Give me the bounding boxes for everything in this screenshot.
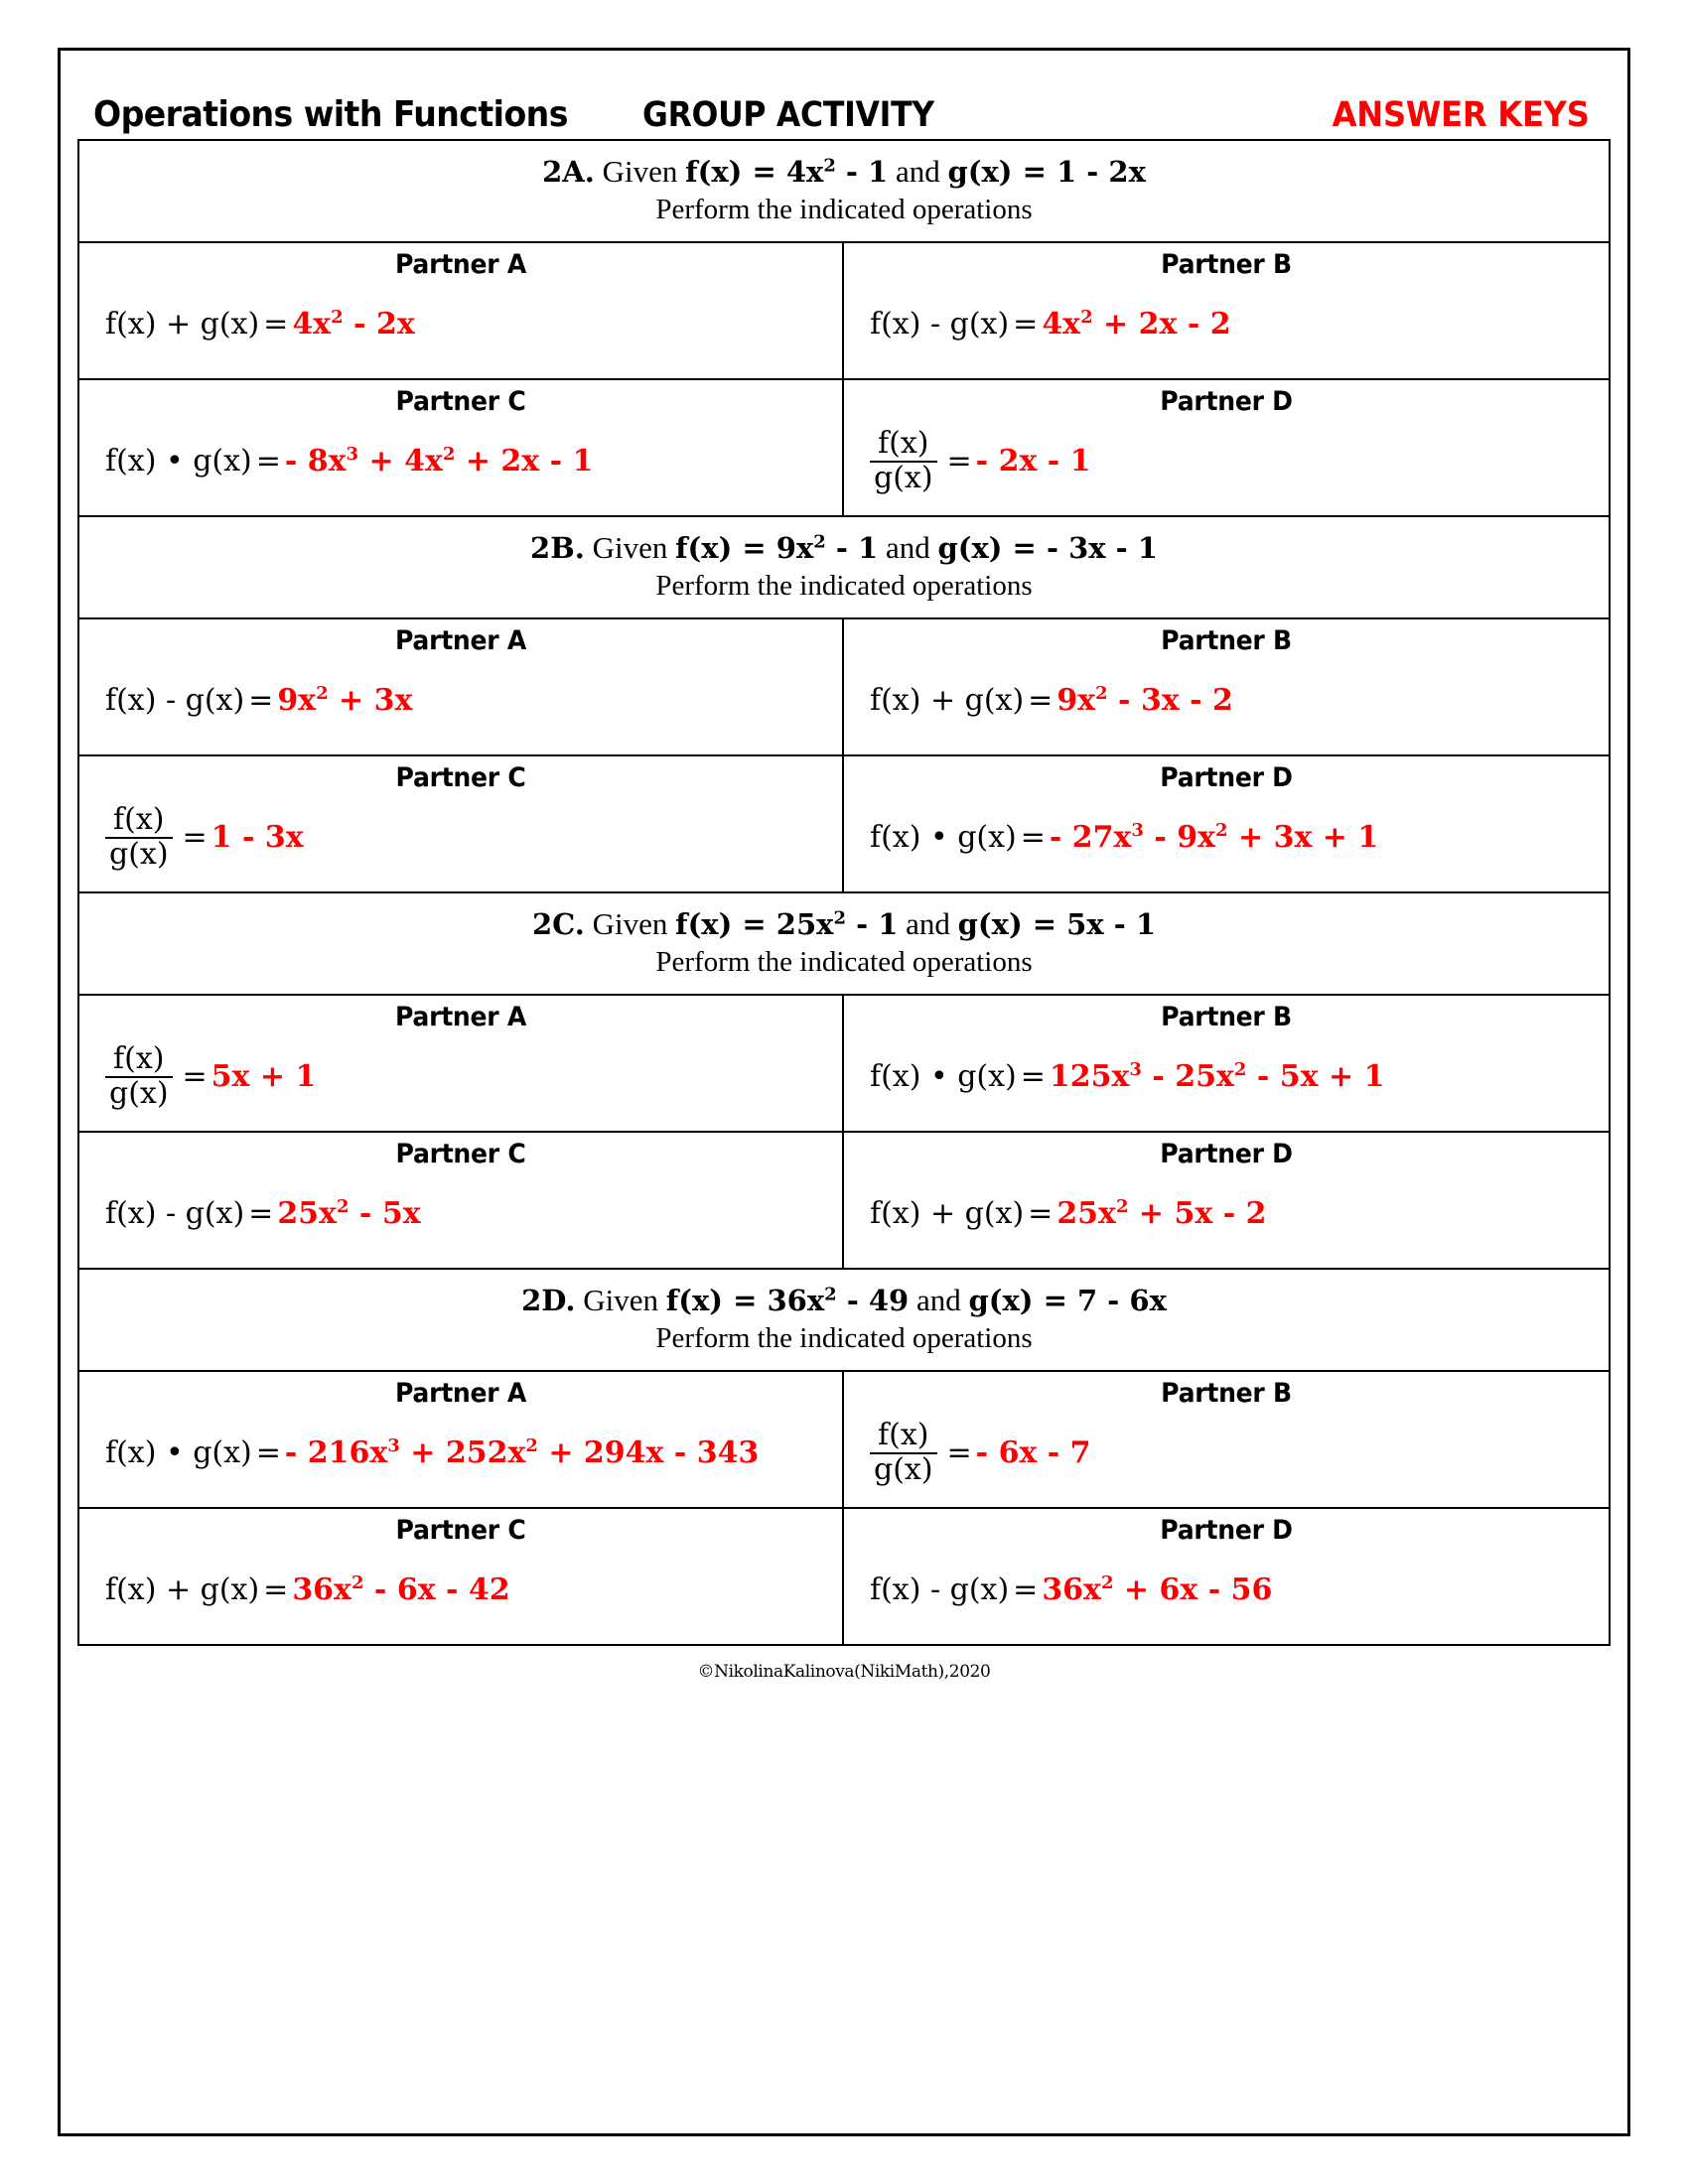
- equals-sign: =: [1013, 1572, 1039, 1608]
- partner-label-d: Partner D: [1160, 386, 1293, 418]
- answer-line: [844, 417, 1609, 505]
- problems-table: [77, 139, 1611, 1646]
- equals-sign: =: [1028, 683, 1054, 719]
- answer-value: $25x^2 - 5x$: [277, 1196, 421, 1232]
- function-g-definition: g(x) = 7 - 6x: [968, 1284, 1167, 1318]
- fraction-f-over-g: [105, 802, 173, 872]
- partner-cell-d: [844, 1133, 1609, 1268]
- equals-sign: =: [248, 683, 274, 719]
- answer-value: - $27x^3 - 9x^2 + 3x + 1$: [1049, 820, 1379, 856]
- given-label: Given: [594, 154, 686, 189]
- function-f-definition: $f(x) = 36x^2 - 49$: [665, 1284, 910, 1318]
- answer-line: [79, 1032, 842, 1121]
- partner-cell-b: [844, 1372, 1609, 1507]
- given-label: Given: [575, 1283, 666, 1318]
- fraction-denominator: g(x): [870, 461, 937, 494]
- partner-label-a: Partner A: [394, 1378, 527, 1410]
- answer-line: [844, 1409, 1609, 1497]
- worksheet-header: [77, 68, 1611, 139]
- operation-expression: f(x) - g(x): [105, 683, 245, 719]
- fraction-denominator: g(x): [105, 1076, 173, 1110]
- problem-prompt-2c: [79, 893, 1609, 996]
- partner-cell-c: [79, 380, 844, 515]
- equals-sign: =: [1013, 307, 1039, 342]
- answer-line: [79, 1169, 842, 1258]
- and-label: and: [878, 530, 938, 566]
- fraction-denominator: g(x): [105, 837, 173, 871]
- operation-expression: f(x) • g(x): [870, 820, 1017, 856]
- answer-value: $4x^2 + 2x - 2$: [1042, 307, 1231, 342]
- function-f-definition: $f(x) = 25x^2 - 1$: [675, 907, 899, 942]
- operation-expression: f(x) - g(x): [870, 307, 1010, 342]
- operation-expression: f(x) - g(x): [105, 1196, 245, 1232]
- partner-cell-b: [844, 243, 1609, 378]
- answer-line: [844, 280, 1609, 368]
- partner-cell-a: [79, 619, 844, 754]
- answer-value: - 2x - 1: [975, 444, 1091, 479]
- answer-value: $4x^2 - 2x$: [292, 307, 415, 342]
- page-title: Operations with Functions: [93, 94, 568, 135]
- operation-expression: f(x) + g(x): [870, 683, 1025, 719]
- partner-row-cd: [79, 380, 1609, 517]
- equals-sign: =: [263, 1572, 289, 1608]
- problem-id: 2B.: [530, 531, 585, 566]
- partner-cell-c: [79, 756, 844, 891]
- partner-cell-a: [79, 996, 844, 1131]
- given-label: Given: [584, 530, 676, 566]
- problem-given-line: [79, 155, 1609, 190]
- partner-row-cd: [79, 1133, 1609, 1270]
- answer-value: $25x^2 + 5x - 2$: [1056, 1196, 1267, 1232]
- partner-cell-c: [79, 1133, 844, 1268]
- answer-line: [79, 417, 842, 505]
- answer-line: [844, 1169, 1609, 1258]
- answer-value: $36x^2 + 6x - 56$: [1042, 1572, 1273, 1608]
- and-label: and: [898, 906, 958, 942]
- partner-row-ab: [79, 243, 1609, 380]
- problem-id: 2A.: [542, 155, 595, 189]
- partner-row-cd: [79, 1509, 1609, 1646]
- operation-expression: f(x) - g(x): [870, 1572, 1010, 1608]
- and-label: and: [888, 154, 948, 189]
- equals-sign: =: [1020, 820, 1046, 856]
- fraction-f-over-g: [870, 426, 937, 495]
- given-label: Given: [584, 906, 676, 942]
- answer-line: [844, 1032, 1609, 1121]
- equals-sign: =: [182, 1059, 208, 1095]
- answer-line: [844, 656, 1609, 745]
- problem-prompt-2d: [79, 1270, 1609, 1372]
- partner-cell-b: [844, 619, 1609, 754]
- partner-row-ab: [79, 1372, 1609, 1509]
- operation-expression: f(x) • g(x): [870, 1059, 1017, 1095]
- partner-label-d: Partner D: [1160, 1139, 1293, 1170]
- partner-row-ab: [79, 619, 1609, 756]
- operation-expression: f(x) + g(x): [105, 1572, 260, 1608]
- partner-cell-a: [79, 1372, 844, 1507]
- answer-value: $9x^2 + 3x$: [277, 683, 413, 719]
- answer-line: [844, 1546, 1609, 1634]
- partner-label-a: Partner A: [394, 1002, 527, 1033]
- partner-label-b: Partner B: [1161, 249, 1292, 281]
- and-label: and: [909, 1283, 969, 1318]
- equals-sign: =: [255, 1435, 281, 1471]
- partner-cell-b: [844, 996, 1609, 1131]
- problem-given-line: [79, 1284, 1609, 1318]
- fraction-numerator: f(x): [878, 426, 929, 461]
- operation-expression: f(x) • g(x): [105, 1435, 252, 1471]
- answer-line: [844, 793, 1609, 882]
- fraction-denominator: g(x): [870, 1452, 937, 1486]
- answer-value: $36x^2 - 6x - 42$: [292, 1572, 510, 1608]
- partner-label-d: Partner D: [1160, 1515, 1293, 1547]
- function-f-definition: $f(x) = 4x^2 - 1$: [685, 155, 889, 189]
- partner-label-c: Partner C: [395, 1515, 526, 1547]
- answer-line: [79, 280, 842, 368]
- answer-value: - $216x^3 + 252x^2 + 294x - 343$: [284, 1435, 760, 1471]
- instruction-line: Perform the indicated operations: [655, 945, 1033, 978]
- partner-row-ab: [79, 996, 1609, 1133]
- answer-value: $9x^2 - 3x - 2$: [1056, 683, 1233, 719]
- fraction-f-over-g: [105, 1041, 173, 1111]
- partner-cell-c: [79, 1509, 844, 1644]
- answer-line: [79, 656, 842, 745]
- problem-id: 2C.: [531, 907, 585, 942]
- worksheet: [77, 68, 1611, 2116]
- partner-label-c: Partner C: [395, 762, 526, 794]
- partner-cell-d: [844, 380, 1609, 515]
- answer-line: [79, 1546, 842, 1634]
- answer-line: [79, 1409, 842, 1497]
- fraction-numerator: f(x): [113, 802, 165, 838]
- partner-label-c: Partner C: [395, 1139, 526, 1170]
- equals-sign: =: [255, 444, 281, 479]
- function-g-definition: g(x) = - 3x - 1: [937, 531, 1158, 566]
- equals-sign: =: [182, 820, 208, 856]
- fraction-numerator: f(x): [878, 1418, 929, 1453]
- function-g-definition: g(x) = 5x - 1: [957, 907, 1157, 942]
- operation-expression: f(x) + g(x): [870, 1196, 1025, 1232]
- answer-value: 5x + 1: [211, 1059, 317, 1095]
- function-g-definition: g(x) = 1 - 2x: [947, 155, 1146, 189]
- partner-cell-d: [844, 1509, 1609, 1644]
- partner-row-cd: [79, 756, 1609, 893]
- function-f-definition: $f(x) = 9x^2 - 1$: [675, 531, 879, 566]
- operation-expression: f(x) • g(x): [105, 444, 252, 479]
- equals-sign: =: [946, 444, 972, 479]
- copyright-footer: ©NikolinaKalinova(NikiMath),2020: [697, 1662, 991, 1683]
- problem-prompt-2a: [79, 141, 1609, 243]
- problem-given-line: [79, 907, 1609, 942]
- partner-label-b: Partner B: [1161, 625, 1292, 657]
- problem-given-line: [79, 531, 1609, 566]
- fraction-numerator: f(x): [113, 1041, 165, 1077]
- partner-label-a: Partner A: [394, 249, 527, 281]
- problem-id: 2D.: [521, 1284, 576, 1318]
- partner-label-d: Partner D: [1160, 762, 1293, 794]
- partner-label-b: Partner B: [1161, 1378, 1292, 1410]
- answer-value: 1 - 3x: [211, 820, 304, 856]
- problem-prompt-2b: [79, 517, 1609, 619]
- equals-sign: =: [1020, 1059, 1046, 1095]
- instruction-line: Perform the indicated operations: [655, 569, 1033, 602]
- activity-type-label: GROUP ACTIVITY: [642, 95, 935, 135]
- instruction-line: Perform the indicated operations: [655, 1322, 1033, 1354]
- partner-label-b: Partner B: [1161, 1002, 1292, 1033]
- answer-line: [79, 793, 842, 882]
- equals-sign: =: [248, 1196, 274, 1232]
- instruction-line: Perform the indicated operations: [655, 193, 1033, 225]
- fraction-f-over-g: [870, 1418, 937, 1487]
- answer-value: - 6x - 7: [975, 1435, 1091, 1471]
- operation-expression: f(x) + g(x): [105, 307, 260, 342]
- equals-sign: =: [1028, 1196, 1054, 1232]
- answer-value: $125x^3 - 25x^2 - 5x + 1$: [1049, 1059, 1385, 1095]
- equals-sign: =: [263, 307, 289, 342]
- equals-sign: =: [946, 1435, 972, 1471]
- partner-label-c: Partner C: [395, 386, 526, 418]
- partner-cell-d: [844, 756, 1609, 891]
- partner-cell-a: [79, 243, 844, 378]
- answer-keys-badge: ANSWER KEYS: [1333, 95, 1591, 135]
- answer-value: - $8x^3 + 4x^2 + 2x - 1$: [284, 444, 594, 479]
- partner-label-a: Partner A: [394, 625, 527, 657]
